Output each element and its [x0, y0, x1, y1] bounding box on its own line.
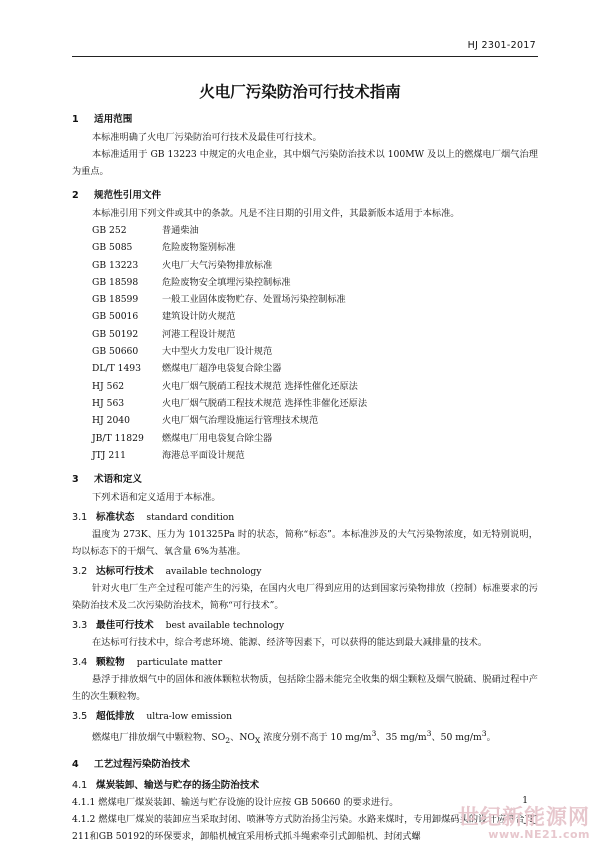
subsection-heading: [72, 777, 538, 794]
reference-item: [72, 343, 538, 360]
section-title: 术语和定义: [94, 474, 142, 486]
reference-code: DL/T 1493: [92, 363, 141, 375]
reference-name: 火电厂大气污染物排放标准: [162, 259, 273, 271]
section-number: 4: [72, 759, 79, 771]
section-number: 3: [72, 474, 79, 486]
reference-item: [72, 257, 538, 274]
term-heading: [72, 509, 538, 526]
subscript: X: [254, 736, 261, 746]
reference-name: 大中型火力发电厂设计规范: [162, 346, 273, 358]
subsection-title: 煤炭装卸、输送与贮存的扬尘防治技术: [96, 780, 260, 792]
section-1-heading: [72, 111, 538, 129]
term-number: 3.2: [72, 566, 88, 578]
reference-name: 火电厂烟气治理设施运行管理技术规范: [162, 415, 319, 427]
reference-code: GB 5085: [92, 242, 133, 254]
clause: 4.1.2 燃煤电厂煤炭的装卸应当采取封闭、喷淋等方式防治扬尘污染。水路来煤时，专用卸煤码头的设计应符合JTJ 211和GB 50192的环保要求，卸船机械宜采用桥式抓斗绳索牵引式卸船机、封闭式螺: [72, 814, 538, 843]
document-title: 火电厂污染防治可行技术指南: [199, 83, 401, 101]
term-heading: [72, 563, 538, 580]
reference-name: 危险废物鉴别标准: [162, 242, 236, 254]
term-name-zh: 最佳可行技术: [96, 620, 154, 632]
section-title: 规范性引用文件: [94, 190, 162, 201]
reference-code: JB/T 11829: [92, 432, 144, 444]
reference-code: GB 50016: [92, 311, 139, 323]
term-definition: 针对火电厂生产全过程可能产生的污染，在国内火电厂得到应用的达到国家污染物排放（控制）标准要求的污染防治技术及二次污染防治技术，简称“可行技术”。: [72, 583, 538, 612]
reference-item: [72, 447, 538, 464]
reference-code: GB 18599: [92, 294, 139, 306]
watermark-url: www.NE21.com: [488, 828, 590, 841]
paragraph: 本标准明确了火电厂污染防治可行技术及最佳可行技术。: [92, 132, 322, 143]
reference-code: GB 50660: [92, 346, 139, 358]
reference-item: [72, 222, 538, 239]
term-definition: 温度为 273K、压力为 101325Pa 时的状态，简称“标态”。本标准涉及的大气污染物浓度，如无特别说明，均以标态下的干烟气、氧含量 6%为基准。: [72, 529, 538, 558]
paragraph: 本标准引用下列文件或其中的条款。凡是不注日期的引用文件，其最新版本适用于本标准。: [92, 208, 460, 219]
subscript: 2: [225, 736, 231, 746]
term-name-en: standard condition: [146, 512, 235, 524]
term-name-zh: 标准状态: [96, 512, 135, 524]
paragraph: 本标准适用于 GB 13223 中规定的火电企业，其中烟气污染防治技术以 100MW 及以上的燃煤电厂烟气治理为重点。: [72, 149, 538, 177]
reference-item: [72, 291, 538, 308]
term-definition: [72, 725, 538, 749]
section-number: 2: [72, 190, 79, 201]
term-name-en: available technology: [165, 566, 262, 578]
page-number: 1: [522, 796, 528, 806]
reference-name: 一般工业固体废物贮存、处置场污染控制标准: [162, 294, 346, 306]
reference-name: 燃煤电厂超净电袋复合除尘器: [162, 363, 282, 375]
reference-code: GB 13223: [92, 259, 139, 271]
superscript: 3: [371, 729, 377, 739]
section-2-heading: [72, 187, 538, 205]
reference-item: [72, 395, 538, 412]
reference-code: JTJ 211: [92, 449, 126, 461]
reference-name: 河港工程设计规范: [162, 328, 236, 340]
definition-text: 、50 mg/m: [431, 732, 482, 744]
reference-name: 建筑设计防火规范: [162, 311, 236, 323]
reference-name: 火电厂烟气脱硝工程技术规范 选择性非催化还原法: [162, 397, 368, 409]
reference-name: 燃煤电厂用电袋复合除尘器: [162, 432, 273, 444]
reference-item: [72, 378, 538, 395]
reference-name: 普通柴油: [162, 225, 199, 236]
definition-text: 。: [486, 732, 496, 744]
term-name-zh: 超低排放: [96, 711, 135, 723]
reference-code: HJ 562: [92, 380, 125, 392]
term-name-en: best available technology: [165, 620, 285, 632]
reference-code: HJ 563: [92, 397, 125, 409]
reference-code: GB 50192: [92, 328, 139, 340]
reference-item: [72, 430, 538, 447]
reference-item: [72, 274, 538, 291]
section-4-heading: [72, 756, 538, 774]
term-name-en: particulate matter: [136, 657, 223, 669]
term-definition: 在达标可行技术中，综合考虑环境、能源、经济等因素下，可以获得的能达到最大减排量的技术。: [92, 637, 488, 649]
document-body: [72, 104, 538, 845]
term-number: 3.5: [72, 711, 88, 723]
term-definition: 悬浮于排放烟气中的固体和液体颗粒状物质，包括除尘器未能完全收集的烟尘颗粒及烟气脱硫、脱硝过程中产生的次生颗粒物。: [72, 674, 538, 703]
reference-name: 火电厂烟气脱硝工程技术规范 选择性催化还原法: [162, 380, 358, 392]
term-name-en: ultra-low emission: [146, 711, 233, 723]
superscript: 3: [426, 729, 432, 739]
term-heading: [72, 654, 538, 671]
term-number: 3.1: [72, 512, 88, 524]
reference-item: [72, 326, 538, 343]
watermark-text: 世纪新能源网: [458, 805, 590, 829]
definition-text: 、NO: [230, 732, 255, 744]
section-number: 1: [72, 114, 79, 125]
reference-item: [72, 412, 538, 429]
subsection-number: 4.1: [72, 780, 88, 792]
term-heading: [72, 708, 538, 725]
definition-text: 浓度分别不高于 10 mg/m: [260, 732, 372, 744]
term-name-zh: 颗粒物: [96, 657, 125, 669]
term-name-zh: 达标可行技术: [96, 566, 154, 578]
paragraph: 下列术语和定义适用于本标准。: [92, 492, 221, 504]
reference-list: [72, 222, 538, 464]
reference-code: HJ 2040: [92, 415, 130, 427]
clause: 4.1.1 燃煤电厂煤炭装卸、输送与贮存设施的设计应按 GB 50660 的要求进行。: [72, 797, 399, 809]
section-title: 工艺过程污染防治技术: [94, 759, 190, 771]
reference-item: [72, 239, 538, 256]
reference-item: [72, 360, 538, 377]
section-3-heading: [72, 471, 538, 489]
definition-text: 、35 mg/m: [376, 732, 427, 744]
definition-text: 燃煤电厂排放烟气中颗粒物、SO: [92, 732, 226, 744]
term-number: 3.4: [72, 657, 88, 669]
term-heading: [72, 617, 538, 634]
reference-name: 危险废物安全填埋污染控制标准: [162, 276, 291, 288]
standard-code: HJ 2301-2017: [467, 40, 536, 51]
reference-item: [72, 308, 538, 325]
superscript: 3: [481, 729, 487, 739]
reference-code: GB 252: [92, 225, 127, 236]
reference-name: 海港总平面设计规范: [162, 449, 245, 461]
reference-code: GB 18598: [92, 276, 139, 288]
section-title: 适用范围: [94, 114, 133, 125]
term-number: 3.3: [72, 620, 88, 632]
watermark: [458, 806, 590, 841]
header-rule: [72, 56, 538, 57]
